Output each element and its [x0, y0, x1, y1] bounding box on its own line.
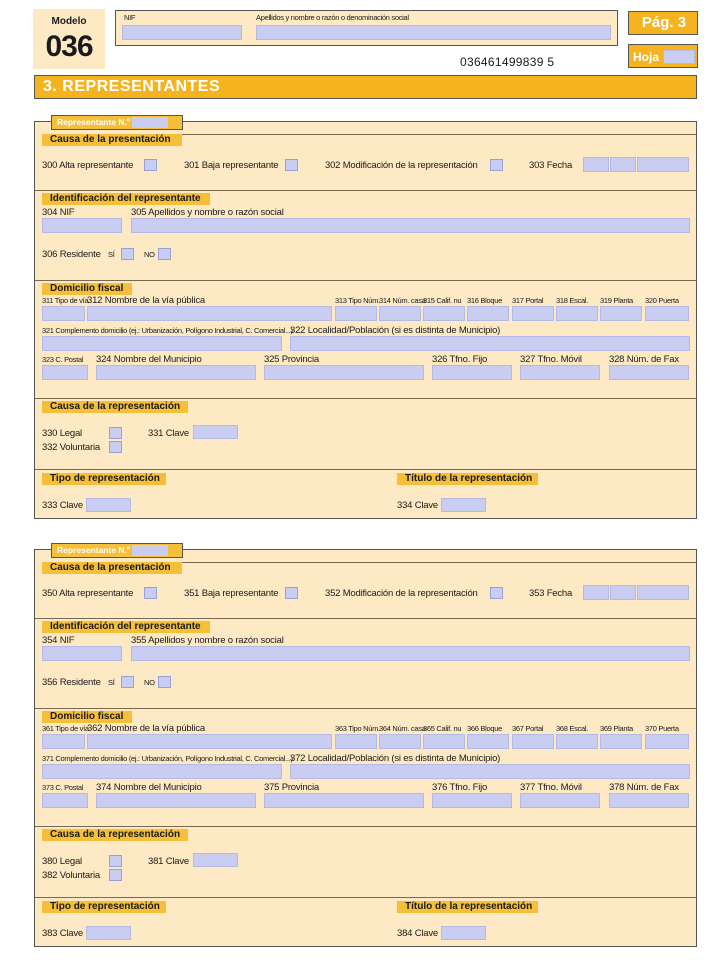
sheet-badge — [628, 44, 698, 68]
tipo-representacion-heading: Tipo de representación — [42, 473, 166, 485]
declarant-nif-field[interactable] — [122, 25, 242, 40]
nif-field[interactable] — [42, 218, 122, 233]
nif-field[interactable] — [42, 646, 122, 661]
modificacion-label: 302 Modificación de la representación — [325, 160, 478, 171]
localidad-field[interactable] — [290, 764, 690, 779]
puerta-field[interactable] — [645, 734, 689, 749]
calif-field[interactable] — [423, 306, 465, 321]
clave-causa-field[interactable] — [193, 425, 238, 439]
residente-si-checkbox[interactable] — [121, 248, 134, 260]
escal-field[interactable] — [556, 734, 598, 749]
apellidos-label: 305 Apellidos y nombre o razón social — [131, 207, 284, 218]
fecha-month-field[interactable] — [610, 585, 636, 600]
fecha-day-field[interactable] — [583, 157, 609, 172]
fax-label: 378 Núm. de Fax — [609, 782, 679, 793]
tmovil-field[interactable] — [520, 793, 600, 808]
fax-field[interactable] — [609, 793, 689, 808]
clave-titulo-label: 334 Clave — [397, 500, 438, 511]
modificacion-checkbox[interactable] — [490, 587, 503, 599]
escal-label: 368 Escal. — [556, 724, 589, 733]
legal-label: 380 Legal — [42, 856, 82, 867]
legal-checkbox[interactable] — [109, 427, 122, 439]
apellidos-field[interactable] — [131, 218, 690, 233]
voluntaria-checkbox[interactable] — [109, 441, 122, 453]
tfijo-field[interactable] — [432, 793, 512, 808]
alta-label: 350 Alta representante — [42, 588, 134, 599]
nombre-via-label: 362 Nombre de la vía pública — [87, 723, 205, 734]
tipo-via-field[interactable] — [42, 306, 85, 321]
bloque-field[interactable] — [467, 306, 509, 321]
tipo-num-label: 363 Tipo Núm. — [335, 724, 380, 733]
clave-tipo-label: 383 Clave — [42, 928, 83, 939]
escal-label: 318 Escal. — [556, 296, 589, 305]
portal-field[interactable] — [512, 734, 554, 749]
representante-tab: Representante N.º — [51, 543, 183, 558]
num-casa-field[interactable] — [379, 306, 421, 321]
tipo-via-label: 311 Tipo de vía — [42, 296, 89, 305]
titulo-representacion-heading: Título de la representación — [397, 473, 538, 485]
cpostal-label: 373 C. Postal — [42, 783, 84, 792]
planta-field[interactable] — [600, 306, 642, 321]
complemento-label: 371 Complemento domicilio (ej.: Urbanización, Polígono Industrial, C. Comercial...) — [42, 754, 293, 763]
num-casa-label: 314 Núm. casa — [379, 296, 426, 305]
declarant-name-field[interactable] — [256, 25, 611, 40]
representante-number-field[interactable] — [132, 117, 168, 128]
localidad-label: 322 Localidad/Población (si es distinta de Municipio) — [290, 325, 501, 336]
section-title-text: 3. REPRESENTANTES — [43, 78, 221, 95]
legal-label: 330 Legal — [42, 428, 82, 439]
provincia-label: 325 Provincia — [264, 354, 319, 365]
provincia-field[interactable] — [264, 365, 424, 380]
alta-label: 300 Alta representante — [42, 160, 134, 171]
baja-checkbox[interactable] — [285, 159, 298, 171]
residente-no-label: NO — [144, 678, 155, 687]
clave-causa-label: 331 Clave — [148, 428, 189, 439]
clave-tipo-field[interactable] — [86, 498, 131, 512]
clave-titulo-field[interactable] — [441, 498, 486, 512]
cpostal-label: 323 C. Postal — [42, 355, 84, 364]
bloque-label: 316 Bloque — [467, 296, 502, 305]
municipio-field[interactable] — [96, 793, 256, 808]
apellidos-field[interactable] — [131, 646, 690, 661]
tipo-via-field[interactable] — [42, 734, 85, 749]
fecha-year-field[interactable] — [637, 157, 689, 172]
modelo-number: 036 — [45, 30, 93, 63]
planta-label: 369 Planta — [600, 724, 633, 733]
apellidos-label: Apellidos y nombre o razón o denominación social — [256, 13, 409, 22]
clave-titulo-field[interactable] — [441, 926, 486, 940]
fecha-month-field[interactable] — [610, 157, 636, 172]
apellidos-label: 355 Apellidos y nombre o razón social — [131, 635, 284, 646]
causa-presentacion-heading: Causa de la presentación — [42, 134, 182, 146]
residente-label: 356 Residente — [42, 677, 101, 688]
num-casa-label: 364 Núm. casa — [379, 724, 426, 733]
tipo-via-label: 361 Tipo de vía — [42, 724, 89, 733]
tfijo-label: 376 Tfno. Fijo — [432, 782, 488, 793]
domicilio-heading: Domicilio fiscal — [42, 711, 132, 723]
residente-label: 306 Residente — [42, 249, 101, 260]
planta-label: 319 Planta — [600, 296, 633, 305]
titulo-representacion-heading: Título de la representación — [397, 901, 538, 913]
puerta-field[interactable] — [645, 306, 689, 321]
residente-no-checkbox[interactable] — [158, 676, 171, 688]
tipo-num-field[interactable] — [335, 306, 377, 321]
localidad-label: 372 Localidad/Población (si es distinta de Municipio) — [290, 753, 501, 764]
tmovil-label: 377 Tfno. Móvil — [520, 782, 582, 793]
page-badge — [628, 11, 698, 35]
domicilio-heading: Domicilio fiscal — [42, 283, 132, 295]
modificacion-label: 352 Modificación de la representación — [325, 588, 478, 599]
identificacion-heading: Identificación del representante — [42, 193, 210, 205]
fecha-label: 353 Fecha — [529, 588, 573, 599]
modificacion-checkbox[interactable] — [490, 159, 503, 171]
voluntaria-label: 382 Voluntaria — [42, 870, 100, 881]
portal-label: 367 Portal — [512, 724, 544, 733]
fecha-label: 303 Fecha — [529, 160, 573, 171]
baja-label: 351 Baja representante — [184, 588, 279, 599]
localidad-field[interactable] — [290, 336, 690, 351]
portal-field[interactable] — [512, 306, 554, 321]
fecha-year-field[interactable] — [637, 585, 689, 600]
clave-titulo-label: 384 Clave — [397, 928, 438, 939]
nif-label: 304 NIF — [42, 207, 75, 218]
page-label: Pág. 3 — [641, 14, 687, 31]
nombre-via-field[interactable] — [87, 306, 332, 321]
clave-causa-field[interactable] — [193, 853, 238, 867]
causa-representacion-heading: Causa de la representación — [42, 401, 188, 413]
calif-label: 315 Calif. nu — [423, 296, 462, 305]
complemento-label: 321 Complemento domicilio (ej.: Urbanización, Polígono Industrial, C. Comercial...) — [42, 326, 293, 335]
portal-label: 317 Portal — [512, 296, 544, 305]
section-title — [34, 75, 697, 99]
puerta-label: 370 Puerta — [645, 724, 679, 733]
bloque-label: 366 Bloque — [467, 724, 502, 733]
residente-si-checkbox[interactable] — [121, 676, 134, 688]
causa-presentacion-heading: Causa de la presentación — [42, 562, 182, 574]
tipo-representacion-heading: Tipo de representación — [42, 901, 166, 913]
modelo-label: Modelo — [51, 16, 87, 27]
escal-field[interactable] — [556, 306, 598, 321]
tmovil-label: 327 Tfno. Móvil — [520, 354, 582, 365]
cpostal-field[interactable] — [42, 365, 88, 380]
residente-no-label: NO — [144, 250, 155, 259]
sheet-number-field[interactable] — [663, 50, 695, 64]
complemento-field[interactable] — [42, 764, 282, 779]
barcode-number: 036461499839 5 — [460, 55, 555, 69]
provincia-label: 375 Provincia — [264, 782, 319, 793]
tipo-num-label: 313 Tipo Núm. — [335, 296, 380, 305]
num-casa-field[interactable] — [379, 734, 421, 749]
legal-checkbox[interactable] — [109, 855, 122, 867]
clave-tipo-field[interactable] — [86, 926, 131, 940]
representante-number-field[interactable] — [132, 545, 168, 556]
alta-checkbox[interactable] — [144, 159, 157, 171]
fax-label: 328 Núm. de Fax — [609, 354, 679, 365]
municipio-field[interactable] — [96, 365, 256, 380]
calif-field[interactable] — [423, 734, 465, 749]
municipio-label: 324 Nombre del Municipio — [96, 354, 202, 365]
tfijo-field[interactable] — [432, 365, 512, 380]
voluntaria-label: 332 Voluntaria — [42, 442, 100, 453]
nombre-via-field[interactable] — [87, 734, 332, 749]
modelo-box — [33, 9, 105, 69]
tmovil-field[interactable] — [520, 365, 600, 380]
residente-si-label: SÍ — [108, 250, 115, 259]
residente-si-label: SÍ — [108, 678, 115, 687]
bloque-field[interactable] — [467, 734, 509, 749]
cpostal-field[interactable] — [42, 793, 88, 808]
nif-label: NIF — [124, 13, 136, 22]
tipo-num-field[interactable] — [335, 734, 377, 749]
alta-checkbox[interactable] — [144, 587, 157, 599]
baja-checkbox[interactable] — [285, 587, 298, 599]
tfijo-label: 326 Tfno. Fijo — [432, 354, 488, 365]
calif-label: 365 Calif. nu — [423, 724, 462, 733]
provincia-field[interactable] — [264, 793, 424, 808]
residente-no-checkbox[interactable] — [158, 248, 171, 260]
causa-representacion-heading: Causa de la representación — [42, 829, 188, 841]
representante-tab: Representante N.º — [51, 115, 183, 130]
complemento-field[interactable] — [42, 336, 282, 351]
voluntaria-checkbox[interactable] — [109, 869, 122, 881]
declarant-box — [115, 10, 618, 46]
fax-field[interactable] — [609, 365, 689, 380]
fecha-day-field[interactable] — [583, 585, 609, 600]
clave-tipo-label: 333 Clave — [42, 500, 83, 511]
identificacion-heading: Identificación del representante — [42, 621, 210, 633]
sheet-label: Hoja — [633, 50, 660, 64]
baja-label: 301 Baja representante — [184, 160, 279, 171]
nombre-via-label: 312 Nombre de la vía pública — [87, 295, 205, 306]
puerta-label: 320 Puerta — [645, 296, 679, 305]
planta-field[interactable] — [600, 734, 642, 749]
clave-causa-label: 381 Clave — [148, 856, 189, 867]
municipio-label: 374 Nombre del Municipio — [96, 782, 202, 793]
nif-label: 354 NIF — [42, 635, 75, 646]
